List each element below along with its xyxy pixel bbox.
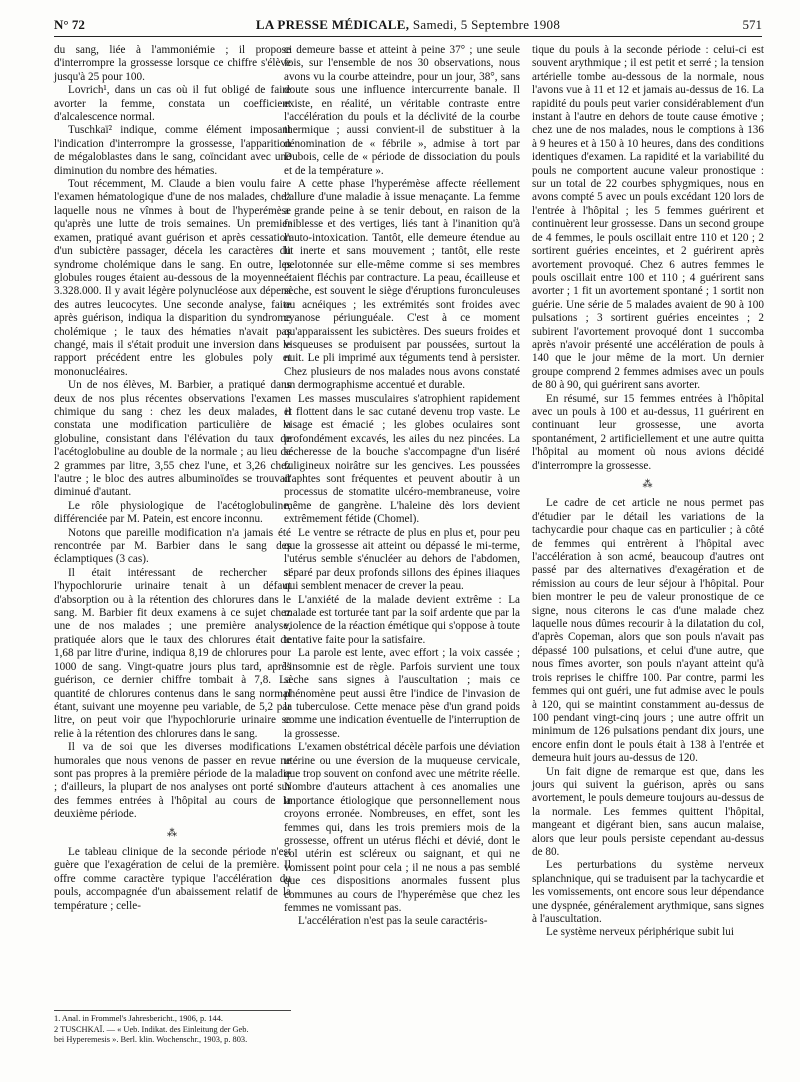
paragraph: L'anxiété de la malade devient extrême : La malade est torturée tant par la soif ardente que par la violence de la réaction émétique qui s'oppose à toute tentative faite pour la satisfaire. <box>284 593 520 646</box>
paragraph: La parole est lente, avec effort ; la voix cassée ; l'insomnie est de règle. Parfois survient une toux sèche sans signes à l'auscultation ; mais ce phénomène peut aussi être l'indice de l'invasion de la tuberculose. Cette menace pèse d'un grand poids comme une indication éventuelle de l'interruption de la grossesse. <box>284 647 520 740</box>
paragraph: Le rôle physiologique de l'acétoglobuline, différenciée par M. Patein, est encore inconnu. <box>54 499 291 526</box>
footnote: 1. Anal. in Frommel's Jahresbericht., 1906, p. 144. <box>54 1014 223 1023</box>
paragraph: A cette phase l'hyperémèse affecte réellement l'allure d'une maladie à issue menaçante. La femme a grande peine à se tenir debout, en raison de la faiblesse et des vertiges, liés tant à l'inanition qu'à l'auto-intoxication. Tantôt, elle demeure étendue au lit inerte et sans mouvement ; tantôt, elle reste pelotonnée sur elle-même comme si ses membres étaient fléchis par contracture. La peau, écailleuse et sèche, est souvent le siège d'éruptions furonculeuses ou acnéiques ; les extrémités sont froides avec cyanose périunguéale. C'est à ce moment qu'apparaissent les subictères. Des sueurs froides et visqueuses se produisent par poussées, surtout la nuit. Le pli imprimé aux téguments tend à persister. Chez plusieurs de nos malades nous avons constaté un dermographisme accentué et durable. <box>284 178 520 392</box>
issue-date: Samedi, 5 Septembre 1908 <box>412 17 561 32</box>
paragraph: ci demeure basse et atteint à peine 37° ; une seule fois, sur l'ensemble de nos 30 observations, nous avons vu la courbe atteindre, pour un jour, 38°, sans doute sous une influence intercurrente banale. Il existe, en réalité, un véritable contraste entre l'accélération du pouls et la déclivité de la courbe thermique ; aussi convient-il de substituer à la dénomination de « fébrile », admise à tort par Dubois, celle de « période de dissociation du pouls et de la température ». <box>284 44 520 177</box>
paragraph: Le système nerveux périphérique subit lui <box>546 926 734 939</box>
paragraph: Le cadre de cet article ne nous permet pas d'étudier par le détail les variations de la tachycardie pour chaque cas en particulier ; à côté de femmes qui entrèrent à l'hôpital avec l'accélération à son acmé, beaucoup d'autres ont passé par des alternatives d'exagération et de rémission au cours de leur séjour à l'hôpital. Pour bien montrer le peu de valeur pronostique de ce signe, nous citerons le cas d'une malade chez laquelle nous dûmes recourir à la dilatation du col, d'après Copeman, alors que son pouls n'avait pas dépassé 100 pulsations, et celui d'une autre, que nous fîmes avorter, son pouls n'ayant atteint qu'à trois reprises le chiffre 100. Par contre, parmi les femmes qui ont guéri, une fut admise avec le pouls à 120, qui se maintint constamment au-dessus de 100 pendant vingt-cinq jours ; une autre offrit un minimum de 126 pulsations pendant dix jours, une encore enfin dont le pouls était à 138 à l'entrée et demeura huit jours au-dessus de 120. <box>532 497 764 765</box>
paragraph: L'accélération n'est pas la seule caractéris- <box>298 915 488 928</box>
paragraph: Tuschkaï² indique, comme élément imposant l'indication d'interrompre la grossesse, l'apparition de mégaloblastes dans le sang, coïncidant avec une diminution du nombre des hématies. <box>54 124 291 177</box>
paragraph: Il était intéressant de rechercher si l'hypochlorurie urinaire tenait à un défaut d'absorption ou à la rétention des chlorures dans le sang. M. Barbier fit deux examens à ce sujet chez une de nos malades ; une première analyse, pratiquée alors que le taux des chlorures était de 1,68 par litre d'urine, indiqua 8,19 de chlorures pour 1000 de sang. Vingt-quatre jours plus tard, après guérison, ce dernier chiffre tombait à 7,8. La quantité de chlorures contenus dans le sang normal étant, suivant une moyenne peu variable, de 5,2 par litre, on peut voir que l'hypochlorurie urinaire se relie à la rétention des chlorures dans le sang. <box>54 566 291 740</box>
paragraph: Les perturbations du système nerveux splanchnique, qui se traduisent par la tachycardie et les vomissements, ont encore sous leur dépendance une dyspnée, généralement arythmique, sans signes à l'auscultation. <box>532 859 764 925</box>
column-1 <box>54 44 291 1056</box>
paragraph: L'examen obstétrical décèle parfois une déviation utérine ou une éversion de la muqueuse cervicale, que trop souvent on confond avec une métrite réelle. Nombre d'auteurs attachent à ces anomalies une importance étiologique que personnellement nous croyons erronée. Nombreuses, en effet, sont les femmes qui, dans les trois premiers mois de la grossesse, offrent un utérus fléchi et dévié, dont le col utérin est scléreux ou saignant, et qui ne vomissent point pour cela ; il ne nous a pas semblé que ces dispositions anormales fussent plus communes au cours de l'hyperémèse que chez les femmes ne vomissant pas. <box>284 741 520 914</box>
paragraph: Tout récemment, M. Claude a bien voulu faire l'examen hématologique d'une de nos malades, chez laquelle nous ne vînmes à bout de l'hyperémèse qu'après une lutte de trois semaines. Un premier examen, pratiqué avant guérison et après cessation d'un subictère passager, décela les caractères du syndrome cholémique dans le sang. En outre, les globules rouges étaient au-dessous de la moyenne : 3.328.000. Il y avait légère polynucléose aux dépens des autres leucocytes. Une seconde analyse, faite après guérison, indiqua la disparition du syndrome cholémique ; le taux des hématies n'avait pas changé, mais il s'était produit une inversion dans le rapport précédent entre les globules poly et mononucléaires. <box>54 178 291 378</box>
paragraph: En résumé, sur 15 femmes entrées à l'hôpital avec un pouls à 100 et au-dessus, 11 guérirent en continuant leur grossesse, une avorta spontanément, 2 artificiellement et une autre quitta l'hôpital au moment où nous avions décidé d'interrompre la grossesse. <box>532 392 764 472</box>
paragraph: Les masses musculaires s'atrophient rapidement et flottent dans le sac cutané devenu trop vaste. Le visage est émacié ; les globes oculaires sont profondément excavés, les ailes du nez pincées. La sécheresse de la bouche s'accompagne d'un liséré fuligineux noirâtre sur les gencives. Les poussées d'aphtes sont fréquentes et peuvent aboutir à un processus de stomatite ulcéro-membraneuse, voire même de gangrène. L'haleine dès lors devient extrêmement fétide (Chomel). <box>284 392 520 526</box>
page-header <box>54 16 762 37</box>
footnote: bei Hyperemesis ». Berl. klin. Wochenschr., 1903, p. 803. <box>54 1035 248 1044</box>
paragraph: Notons que pareille modification n'a jamais été rencontrée par M. Barbier dans le sang des éclamptiques (3 cas). <box>54 526 291 566</box>
paragraph: Lovrich¹, dans un cas où il fut obligé de faire avorter la femme, constata un coefficient d'alcalescence normal. <box>54 84 291 124</box>
paragraph: Le tableau clinique de la seconde période n'est guère que l'exagération de celui de la première. Il offre comme caractère typique l'accélération du pouls, accompagnée d'un abaissement relatif de la température ; celle- <box>54 845 291 912</box>
journal-name: LA PRESSE MÉDICALE, <box>255 17 410 32</box>
column-3 <box>532 44 764 940</box>
journal-title <box>54 17 762 33</box>
column-2 <box>284 44 520 929</box>
paragraph: Le ventre se rétracte de plus en plus et, pour peu que la grossesse ait atteint ou dépassé le mi-terme, l'utérus semble s'énucléer au dehors de l'abdomen, séparé par deux profonds sillons des épines iliaques qui semblent menacer de crever la peau. <box>284 526 520 593</box>
footnotes <box>54 1010 291 1046</box>
paragraph: Il va de soi que les diverses modifications humorales que nous venons de passer en revue ne sont pas propres à la première période de la maladie ; d'ailleurs, la plupart de nos analyses ont porté sur des femmes entrées à l'hôpital au cours de la deuxième période. <box>54 741 291 821</box>
paragraph: Un de nos élèves, M. Barbier, a pratiqué dans deux de nos plus récentes observations l'examen chimique du sang : chez les deux malades, il constata une modification particulière de la globuline, consistant dans l'élévation du taux de l'acétoglobuline au double de la normale ; au lieu de 2 grammes par litre, 3,55 chez l'une, et 3,26 chez l'autre ; le bloc des autres albuminoïdes se trouvait diminué d'autant. <box>54 379 291 499</box>
section-ornament: ⁂ <box>167 827 178 839</box>
issue-number: N° 72 <box>54 17 85 32</box>
page-number: 571 <box>742 17 762 32</box>
section-ornament: ⁂ <box>642 479 654 490</box>
footnote: 2 TUSCHKAÏ. — « Ueb. Indikat. des Einleitung der Geb. <box>54 1024 249 1034</box>
paragraph: tique du pouls à la seconde période : celui-ci est souvent arythmique ; il est petit et serré ; la tension artérielle tombe au-dessous de la normale, nous l'avons vue à 11 et 12 et jamais au-dessus de 16. La rapidité du pouls peut varier considérablement d'un instant à l'autre en dehors de toute cause émotive ; chez une de nos malades, nous le comptions à 136 à 9 heures et à 150 à 10 heures, dans des conditions identiques d'examen. La rapidité et la variabilité du pouls ne comportent aucune valeur pronostique : sur un total de 22 courbes sphygmiques, nous en avons compté 5 avec un pouls excédant 120 lors de l'entrée à l'hôpital ; les 5 femmes guérirent et continuèrent leur grossesse. Dans un second groupe de 4 femmes, le pouls oscillait entre 110 et 120 ; 2 sortirent guéries enceintes, et 2 guérirent après avortement provoqué. Chez 6 autres femmes le pouls oscillait entre 100 et 110 ; 4 guérirent sans avorter ; 1 fit un avortement spontané ; 1 sortit non guérie. Une série de 5 malades avaient de 90 à 100 pulsations ; 3 sortirent guéries enceintes ; 2 subirent l'avortement provoqué dont 1 succomba après n'avoir présenté une accélération de pouls à 140 que le jour même de la mort. Un dernier groupe comprend 2 femmes admises avec un pouls de 80 à 90, qui guérirent sans avorter. <box>532 44 764 392</box>
paragraph: Un fait digne de remarque est que, dans les jours qui suivent la guérison, après ou sans avortement, le pouls demeure toujours au-dessus de la normale. Les femmes quittent l'hôpital, mangeant et digérant bien, sans aucun malaise, alors que leur pouls persiste cependant au-dessus de 80. <box>532 765 764 858</box>
paragraph: du sang, liée à l'ammoniémie ; il propose d'interrompre la grossesse lorsque ce chiffre s'élève jusqu'à 25 pour 100. <box>54 44 291 83</box>
